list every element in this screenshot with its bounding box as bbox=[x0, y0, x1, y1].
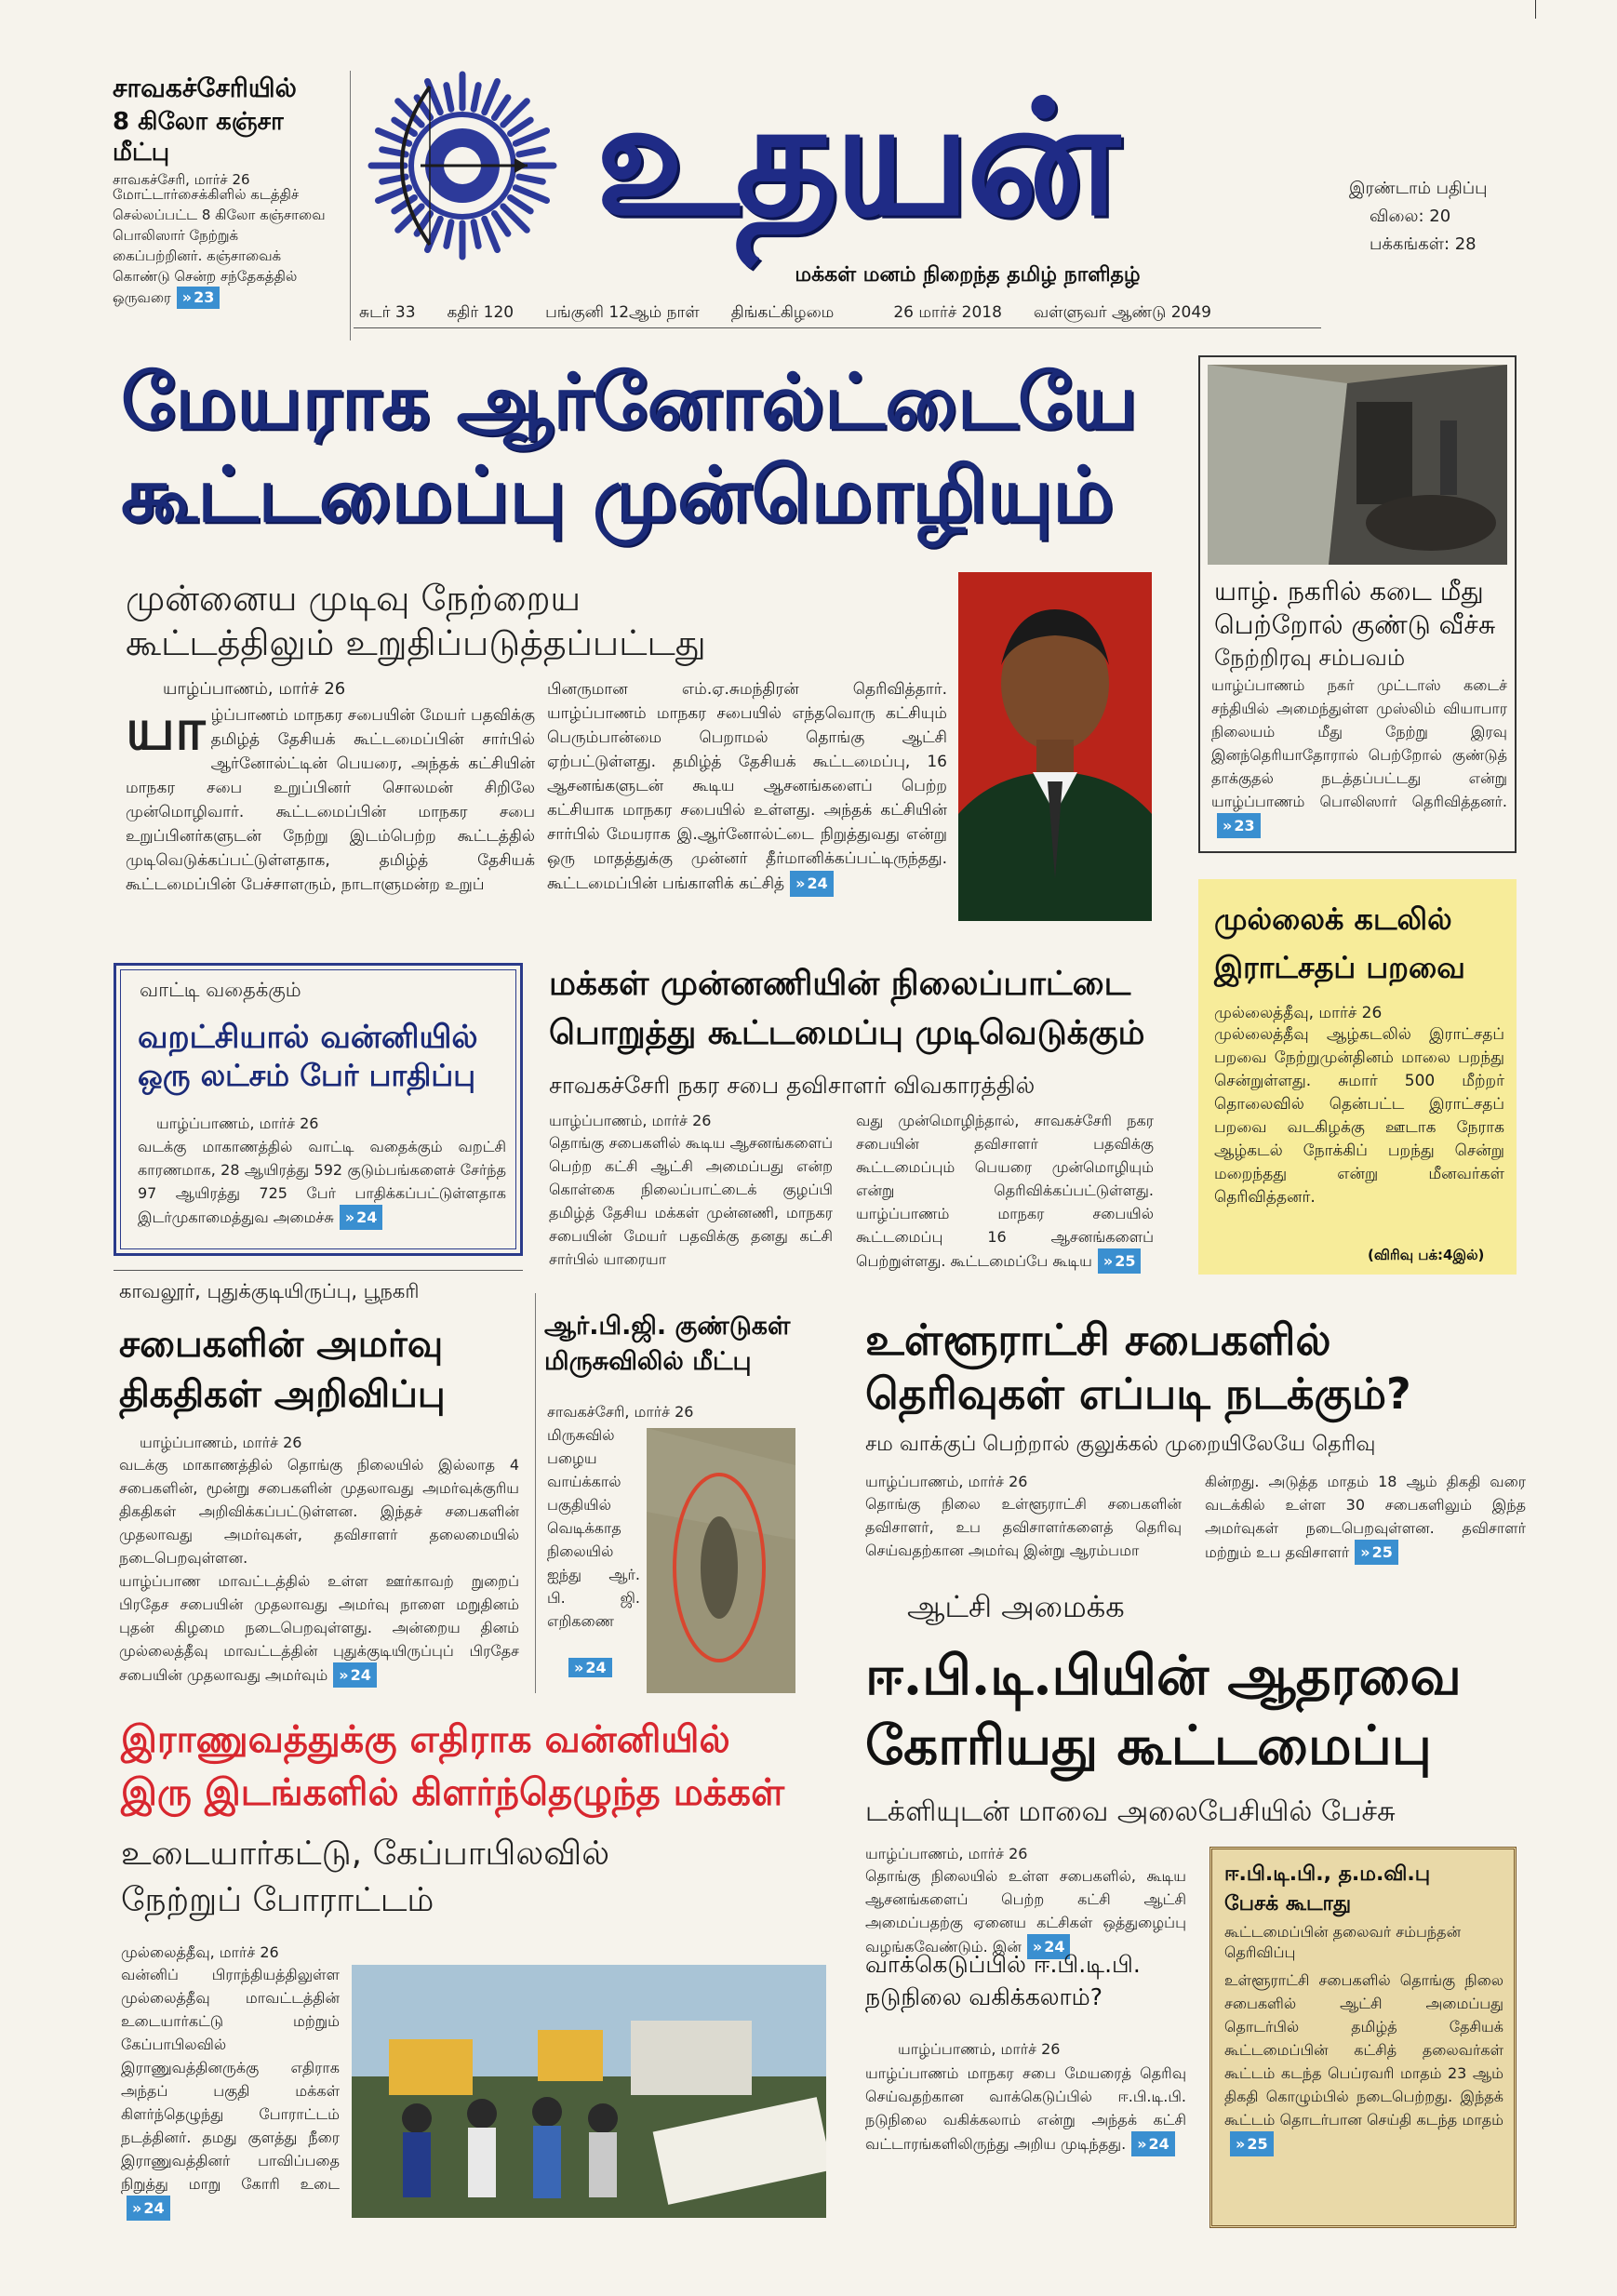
bird-headline-1: முல்லைக் கடலில் bbox=[1214, 901, 1452, 937]
lead-page-ref[interactable]: » 24 bbox=[790, 871, 834, 897]
dateline-date: 26 மார்ச் 2018 bbox=[893, 303, 1002, 322]
dateline-valluvar: வள்ளுவர் ஆண்டு 2049 bbox=[1033, 303, 1211, 322]
shop-fire-headline-1: யாழ். நகரில் கடை மீது bbox=[1214, 576, 1484, 607]
local-election-col-1: தொங்கு நிலை உள்ளூராட்சி சபைகளின் தவிசாளர், உப தவிசாளர்களைத் தெரிவு செய்வதற்கான அமர்வு இன்று ஆரம்பமா bbox=[865, 1495, 1182, 1559]
sessions-body bbox=[119, 1453, 519, 1688]
ganja-body-text: மோட்டார்சைக்கிளில் கடத்திச் செல்லப்பட்ட 8 கிலோ கஞ்சாவை பொலிஸார் நேற்றுக் கைப்பற்றினர். கஞ்சாவைக் கொண்டு சென்ற சந்தேகத்தில் ஒருவரை bbox=[113, 186, 326, 306]
epdp-byline: யாழ்ப்பாணம், மார்ச் 26 bbox=[865, 1845, 1028, 1862]
local-election-col-2-text: கின்றது. அடுத்த மாதம் 18 ஆம் திகதி வரை வடக்கில் உள்ள 30 சபைகளிலும் இந்த அமர்வுகள் நடைபெறவுள்ளன. தவிசாளர் மற்றும் உப தவிசாளர் bbox=[1205, 1473, 1526, 1561]
dateline-rule bbox=[354, 327, 1321, 328]
local-election-subhead: சம வாக்குப் பெற்றால் குலுக்கல் முறையிலேயே தெரிவு bbox=[865, 1433, 1376, 1456]
shop-fire-subhead: நேற்றிரவு சம்பவம் bbox=[1214, 645, 1406, 671]
dateline bbox=[359, 303, 1308, 329]
rpg-photo-icon bbox=[647, 1428, 795, 1693]
protest-subhead-2: நேற்றுப் போராட்டம் bbox=[121, 1881, 434, 1919]
lead-col-1-text: ழ்ப்பாணம் மாநகர சபையின் மேயர் பதவிக்கு தமிழ்த் தேசியக் கூட்டமைப்பின் சார்பில் ஆர்னோல்ட்டின் பெயரை, அந்தக் கட்சியின் மாநகர சபை உறுப்பினர் சொலமன் சிறிலே முன்மொழிவார். கூட்டமைப்பின் மாநகர சபை உறுப்பினர்களுடன் நேற்று இடம்பெற்ற கூட்டத்தில் முடிவெடுக்கப்பட்டுள்ளதாக, தமிழ்த் தேசியக் கூட்டமைப்பின் பேச்சாளரும், நாடாளுமன்ற உறுப் bbox=[126, 706, 535, 894]
sun-ray bbox=[494, 98, 507, 118]
vote-headline-1: வாக்கெடுப்பில் ஈ.பி.டி.பி. bbox=[865, 1951, 1141, 1978]
vote-byline: யாழ்ப்பாணம், மார்ச் 26 bbox=[898, 2040, 1061, 2058]
epdp-headline-2: கோரியது கூட்டமைப்பு bbox=[865, 1714, 1432, 1777]
lead-headline-2: கூட்டமைப்பு முன்மொழியும் bbox=[121, 451, 1115, 540]
lead-col-2 bbox=[547, 677, 947, 897]
chava-headline-2: பொறுத்து கூட்டமைப்பு முடிவெடுக்கும் bbox=[549, 1014, 1145, 1052]
chava-headline-1: மக்கள் முன்னணியின் நிலைப்பாட்டை bbox=[549, 965, 1131, 1003]
epdp-box-headline-2: பேசக் கூடாது bbox=[1224, 1892, 1352, 1916]
lead-byline: யாழ்ப்பாணம், மார்ச் 26 bbox=[163, 679, 346, 699]
protest-byline: முல்லைத்தீவு, மார்ச் 26 bbox=[121, 1943, 279, 1961]
page-count: பக்கங்கள்: 28 bbox=[1370, 234, 1477, 254]
chava-col-2 bbox=[856, 1109, 1154, 1274]
vote-page-ref[interactable]: » 24 bbox=[1131, 2131, 1175, 2156]
dateline-sudar: சுடர் 33 bbox=[359, 303, 416, 322]
drought-body-text: வடக்கு மாகாணத்தில் வாட்டி வதைக்கும் வறட்சி காரணமாக, 28 ஆயிரத்து 592 குடும்பங்களைச் சேர்ந்த 97 ஆயிரத்து 725 பேர் பாதிக்கப்பட்டுள்ளதாக இடர்முகாமைத்துவ அமைச்சு bbox=[138, 1138, 506, 1226]
drought-kicker: வாட்டி வதைக்கும் bbox=[140, 979, 301, 1001]
epdp-body-text: தொங்கு நிலையில் உள்ள சபைகளில், கூடிய ஆசனங்களைப் பெற்ற கட்சி ஆட்சி அமைப்பதற்கு ஏனைய கட்சிகள் ஒத்துழைப்பு வழங்கவேண்டும். இன் bbox=[865, 1867, 1186, 1956]
protest-headline-2: இரு இடங்களில் கிளர்ந்தெழுந்த மக்கள் bbox=[121, 1771, 785, 1814]
chava-page-ref[interactable]: » 25 bbox=[1098, 1248, 1142, 1274]
shop-fire-body bbox=[1211, 674, 1507, 838]
chava-byline: யாழ்ப்பாணம், மார்ச் 26 bbox=[549, 1112, 712, 1129]
masthead-title: உதயன் bbox=[595, 65, 1116, 251]
sun-ray bbox=[515, 188, 546, 201]
rpg-headline-1: ஆர்.பி.ஜி. குண்டுகள் bbox=[544, 1312, 791, 1341]
lead-col-1 bbox=[126, 695, 535, 897]
sun-ray bbox=[485, 219, 498, 249]
sun-ray bbox=[474, 86, 478, 110]
protest-photo-icon bbox=[352, 1965, 826, 2218]
epdp-subhead: டக்ளியுடன் மாவை அலைபேசியில் பேச்சு bbox=[865, 1795, 1396, 1828]
ganja-headline-1: சாவகச்சேரியில் bbox=[113, 73, 297, 103]
dateline-kathir: கதிர் 120 bbox=[447, 303, 514, 322]
epdp-box-body bbox=[1224, 1969, 1503, 2156]
sun-ray bbox=[519, 177, 543, 181]
shop-fire-body-text: யாழ்ப்பாணம் நகர் முட்டாஸ் கடைச் சந்தியில் அமைந்துள்ள முஸ்லிம் வியாபார நிலையம் மீது நேற்று இரவு இனந்தெரியாதோரால் பெற்றோல் குண்டுத் தாக்குதல் நடத்தப்பட்டது என்று யாழ்ப்பாணம் பொலிஸார் தெரிவித்தனர். bbox=[1211, 676, 1507, 810]
shop-fire-photo bbox=[1208, 365, 1507, 565]
protest-subhead-1: உடையார்கட்டு, கேப்பாபிலவில் bbox=[121, 1835, 610, 1873]
sun-ray bbox=[515, 130, 546, 143]
local-election-col-2 bbox=[1205, 1470, 1526, 1565]
rpg-headline-2: மிருசுவிலில் மீட்பு bbox=[544, 1347, 752, 1376]
sun-ray bbox=[511, 197, 531, 210]
rpg-page-ref[interactable]: » 24 bbox=[568, 1658, 612, 1677]
edition: இரண்டாம் பதிப்பு bbox=[1349, 179, 1488, 198]
local-election-page-ref[interactable]: » 25 bbox=[1355, 1540, 1398, 1565]
drought-byline: யாழ்ப்பாணம், மார்ச் 26 bbox=[156, 1115, 319, 1132]
sun-ray bbox=[519, 150, 543, 154]
protest-photo bbox=[352, 1965, 826, 2218]
masthead-divider bbox=[350, 71, 351, 340]
ganja-body bbox=[113, 184, 330, 309]
bird-byline: முல்லைத்தீவு, மார்ச் 26 bbox=[1214, 1004, 1383, 1022]
sun-ray bbox=[485, 81, 498, 112]
shop-fire-page-ref[interactable]: » 23 bbox=[1217, 813, 1261, 838]
lead-subhead-1: முன்னைய முடிவு நேற்றைய bbox=[126, 578, 581, 619]
vote-headline-2: நடுநிலை வகிக்கலாம்? bbox=[865, 1983, 1103, 2010]
ganja-byline: சாவகச்சேரி, மார்ச் 26 bbox=[113, 171, 250, 188]
lead-headline-1: மேயராக ஆர்னோல்ட்டையே bbox=[121, 358, 1138, 447]
rpg-divider bbox=[535, 1293, 536, 1693]
rpg-page-ref-wrap bbox=[563, 1658, 612, 1677]
shop-photo-icon bbox=[1208, 365, 1507, 565]
sessions-headline-2: திகதிகள் அறிவிப்பு bbox=[119, 1373, 446, 1416]
drought-page-ref[interactable]: » 24 bbox=[340, 1205, 383, 1230]
bird-headline-2: இராட்சதப் பறவை bbox=[1214, 950, 1465, 985]
sessions-body-2: யாழ்ப்பாண மாவட்டத்தில் உள்ள ஊர்காவற் றுறைப் பிரதேச சபையின் முதலாவது அமர்வு நாளை மறுதினம் புதன் கிழமை நடைபெறவுள்ளது. அன்றைய தினம் முல்லைத்தீவு மாவட்டத்தின் புதுக்குடியிருப்புப் பிரதேச சபையின் முதலாவது அமர்வும் bbox=[119, 1572, 519, 1684]
protest-page-ref[interactable]: » 24 bbox=[127, 2196, 170, 2221]
lead-portrait-photo bbox=[958, 572, 1152, 921]
epdp-box-body-text: உள்ளூராட்சி சபைகளில் தொங்கு நிலை சபைகளில் ஆட்சி அமைப்பது தொடர்பில் தமிழ்த் தேசியக் கூட்டமைப்பின் கட்சித் தலைவர்கள் கூட்டம் கடந்த பெப்ரவரி மாதம் 23 ஆம் திகதி கொழும்பில் நடைபெற்றது. இந்தக் கூட்டம் தொடர்பான செய்தி கடந்த மாதம் bbox=[1224, 1971, 1503, 2129]
ganja-headline-2: 8 கிலோ கஞ்சா மீட்பு bbox=[113, 108, 284, 167]
sessions-kicker: காவலூர், புதுக்குடியிருப்பு, பூநகரி bbox=[119, 1280, 420, 1302]
epdp-box-subhead: கூட்டமைப்பின் தலைவர் சம்பந்தன் தெரிவிப்பு bbox=[1224, 1923, 1462, 1961]
masthead-tagline: மக்கள் மனம் நிறைந்த தமிழ் நாளிதழ் bbox=[795, 263, 1141, 287]
sessions-body-1: வடக்கு மாகாணத்தில் தொங்கு நிலையில் இல்லாத 4 சபைகளின், மூன்று சபைகளின் முதலாவது அமர்வுக்குரிய திகதிகள் அறிவிக்கப்பட்டுள்ளன. இந்தச் சபைகளின் முதலாவது அமர்வுகள், தவிசாளர் தலைமையில் நடைபெறவுள்ளன. bbox=[119, 1456, 519, 1567]
epdp-kicker: ஆட்சி அமைக்க bbox=[907, 1589, 1125, 1624]
protest-body bbox=[121, 1963, 340, 2221]
chava-subhead: சாவகச்சேரி நகர சபை தவிசாளர் விவகாரத்தில் bbox=[549, 1072, 1036, 1099]
lead-subhead-2: கூட்டத்திலும் உறுதிப்படுத்தப்பட்டது bbox=[126, 622, 706, 663]
local-election-headline-1: உள்ளூராட்சி சபைகளில் bbox=[865, 1315, 1331, 1365]
epdp-body bbox=[865, 1864, 1186, 1959]
sun-ray bbox=[494, 214, 507, 234]
dateline-day: திங்கட்கிழமை bbox=[730, 303, 835, 322]
dateline-tamil-date: பங்குனி 12ஆம் நாள் bbox=[545, 303, 700, 322]
sessions-headline-1: சபைகளின் அமர்வு bbox=[119, 1323, 444, 1366]
sessions-body-2-wrap bbox=[119, 1569, 519, 1688]
vote-body-text: யாழ்ப்பாணம் மாநகர சபை மேயரைத் தெரிவு செய்வதற்கான வாக்கெடுப்பில் ஈ.பி.டி.பி. நடுநிலை வகிக்கலாம் என்று அந்தக் கட்சி வட்டாரங்களிலிருந்து அறிய முடிந்தது. bbox=[865, 2064, 1186, 2153]
local-election-byline: யாழ்ப்பாணம், மார்ச் 26 bbox=[865, 1473, 1028, 1490]
sun-ray bbox=[511, 120, 531, 133]
rpg-body: மிருசுவில் பழைய வாய்க்கால் பகுதியில் வெடிக்காத நிலையில் ஐந்து ஆர். பி. ஜி. எறிகணை bbox=[547, 1426, 640, 1630]
sessions-page-ref[interactable]: » 24 bbox=[333, 1662, 377, 1688]
sun-ray bbox=[474, 222, 478, 247]
chava-col-2-text: வது முன்மொழிந்தால், சாவகச்சேரி நகர சபையின் தவிசாளர் பதவிக்கு கூட்டமைப்பும் பெயரை முன்மொழியும் என்று தெரிவிக்கப்பட்டுள்ளது. யாழ்ப்பாணம் மாநகர சபையில் கூட்டமைப்பு 16 ஆசனங்களைப் பெற்றுள்ளது. கூட்டமைப்பே கூடிய bbox=[856, 1112, 1154, 1270]
epdp-headline-1: ஈ.பி.டி.பியின் ஆதரவை bbox=[865, 1644, 1462, 1707]
ganja-page-ref[interactable]: » 23 bbox=[177, 287, 220, 309]
rpg-photo bbox=[647, 1428, 795, 1693]
portrait-icon bbox=[958, 572, 1152, 921]
shop-fire-headline-2: பெற்றோல் குண்டு வீச்சு bbox=[1214, 609, 1496, 640]
vote-body bbox=[865, 2062, 1186, 2156]
price: விலை: 20 bbox=[1370, 207, 1451, 226]
rpg-byline: சாவகச்சேரி, மார்ச் 26 bbox=[547, 1403, 694, 1421]
sessions-rule bbox=[114, 1270, 523, 1271]
lead-dropcap: யா bbox=[126, 695, 206, 763]
chava-col-1: தொங்கு சபைகளில் கூடிய ஆசனங்களைப் பெற்ற கட்சி ஆட்சி அமைப்பது என்ற கொள்கை நிலைப்பாட்டைக் குழப்பி தமிழ்த் தேசிய மக்கள் முன்னணி, மாநகர சபையின் மேயர் பதவிக்கு தனது கட்சி சார்பில் யாரையா bbox=[549, 1134, 833, 1268]
crop-mark bbox=[1535, 0, 1536, 19]
local-election-headline-2: தெரிவுகள் எப்படி நடக்கும்? bbox=[865, 1368, 1411, 1419]
lead-col-2-text: பினருமான எம்.ஏ.சுமந்திரன் தெரிவித்தார். யாழ்ப்பாணம் மாநகர சபையில் எந்தவொரு கட்சியும் பெரும்பான்மை பெறாமல் தொங்கு ஆட்சி ஏற்பட்டுள்ளது. தமிழ்த் தேசியக் கூட்டமைப்பு, 16 ஆசனங்களுடன் கூடிய ஆசனங்களைப் பெற்ற கட்சியாக மாநகர சபையில் உள்ளது. அந்தக் கட்சியின் சார்பில் மேயராக இ.ஆர்னோல்ட்டை நிறுத்துவது என்று ஒரு மாதத்துக்கு முன்னர் தீர்மானிக்கப்பட்டிருந்தது. கூட்டமைப்பின் பங்காளிக் கட்சித் bbox=[547, 680, 947, 893]
drought-headline-2: ஒரு லட்சம் பேர் பாதிப்பு bbox=[138, 1058, 476, 1093]
sun-ray bbox=[447, 222, 451, 247]
epdp-page-ref[interactable]: » 24 bbox=[1027, 1934, 1071, 1959]
epdp-box-headline-1: ஈ.பி.டி.பி., த.ம.வி.பு bbox=[1224, 1862, 1431, 1886]
drought-headline-1: வறட்சியால் வன்னியில் bbox=[138, 1019, 478, 1056]
drought-body bbox=[138, 1135, 506, 1230]
bird-more-link[interactable]: (விரிவு பக்:4இல்) bbox=[1368, 1247, 1485, 1263]
bird-body: முல்லைத்தீவு ஆழ்கடலில் இராட்சதப் பறவை நேற்றுமுன்தினம் மாலை பறந்து சென்றுள்ளது. சுமார் 500 மீற்றர் தொலைவில் தென்பட்ட இராட்சதப் பறவை வடகிழக்கு ஊடாக நேராக ஆழ்கடல் நோக்கிப் பறந்து சென்று மறைந்தது என்று மீனவர்கள் தெரிவித்தனர். bbox=[1214, 1025, 1504, 1207]
sun-bow-logo bbox=[365, 63, 560, 263]
sessions-byline: யாழ்ப்பாணம், மார்ச் 26 bbox=[140, 1434, 302, 1451]
protest-body-text: வன்னிப் பிராந்தியத்திலுள்ள முல்லைத்தீவு மாவட்டத்தின் உடையார்கட்டு மற்றும் கேப்பாபிலவில் இராணுவத்தினருக்கு எதிராக அந்தப் பகுதி மக்கள் கிளர்ந்தெழுந்து போராட்டம் நடத்தினர். தமது குளத்து நீரை இராணுவத்தினர் பாவிப்பதை நிறுத்து மாறு கோரி உடை bbox=[121, 1966, 340, 2193]
protest-headline-1: இராணுவத்துக்கு எதிராக வன்னியில் bbox=[121, 1718, 730, 1761]
epdp-box-page-ref[interactable]: » 25 bbox=[1230, 2131, 1274, 2156]
sun-ray bbox=[447, 86, 451, 110]
